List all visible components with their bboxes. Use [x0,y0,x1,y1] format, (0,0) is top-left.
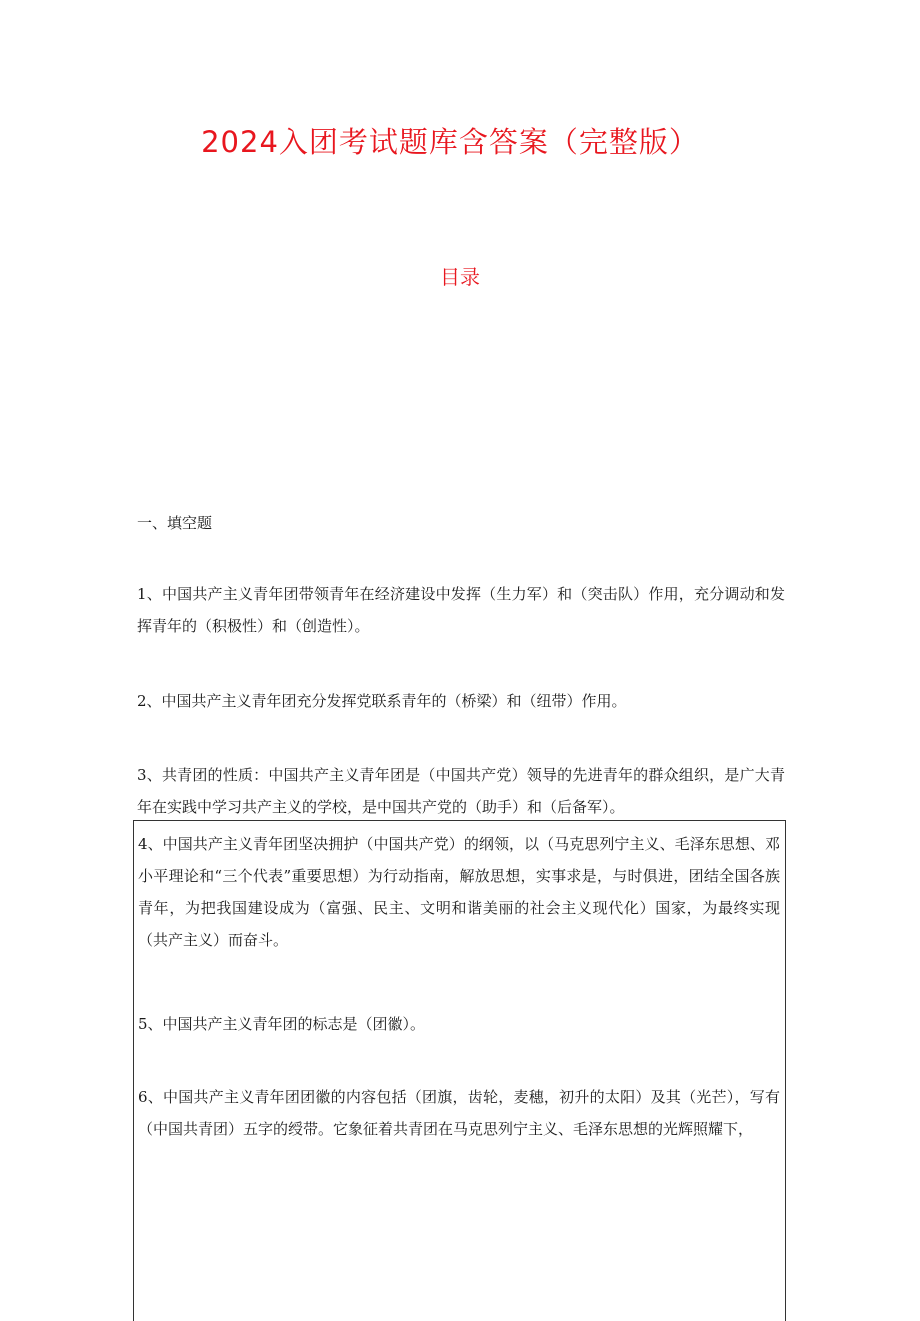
bordered-content-frame [133,820,786,1321]
toc-heading: 目录 [440,265,480,289]
section-heading: 一、填空题 [137,514,213,532]
question-2: 2、中国共产主义青年团充分发挥党联系青年的（桥梁）和（纽带）作用。 [137,692,627,710]
question-6: 6、中国共产主义青年团团徽的内容包括（团旗，齿轮，麦穗，初升的太阳）及其（光芒），写有（中国共青团）五字的绶带。它象征着共青团在马克思列宁主义、毛泽东思想的光辉照耀下， [138,1088,780,1138]
question-3: 3、共青团的性质：中国共产主义青年团是（中国共产党）领导的先进青年的群众组织，是广大青年在实践中学习共产主义的学校，是中国共产党的（助手）和（后备军）。 [137,766,785,816]
question-5: 5、中国共产主义青年团的标志是（团徽）。 [138,1015,426,1033]
document-title: 2024入团考试题库含答案（完整版） [201,125,699,159]
question-4: 4、中国共产主义青年团坚决拥护（中国共产党）的纲领，以（马克思列宁主义、毛泽东思想、邓小平理论和“三个代表”重要思想）为行动指南，解放思想，实事求是，与时俱进，团结全国各族青年，为把我国建设成为（富强、民主、文明和谐美丽的社会主义现代化）国家，为最终实现（共产主义）而奋斗。 [138,835,780,949]
question-1: 1、中国共产主义青年团带领青年在经济建设中发挥（生力军）和（突击队）作用，充分调动和发挥青年的（积极性）和（创造性）。 [137,585,785,635]
